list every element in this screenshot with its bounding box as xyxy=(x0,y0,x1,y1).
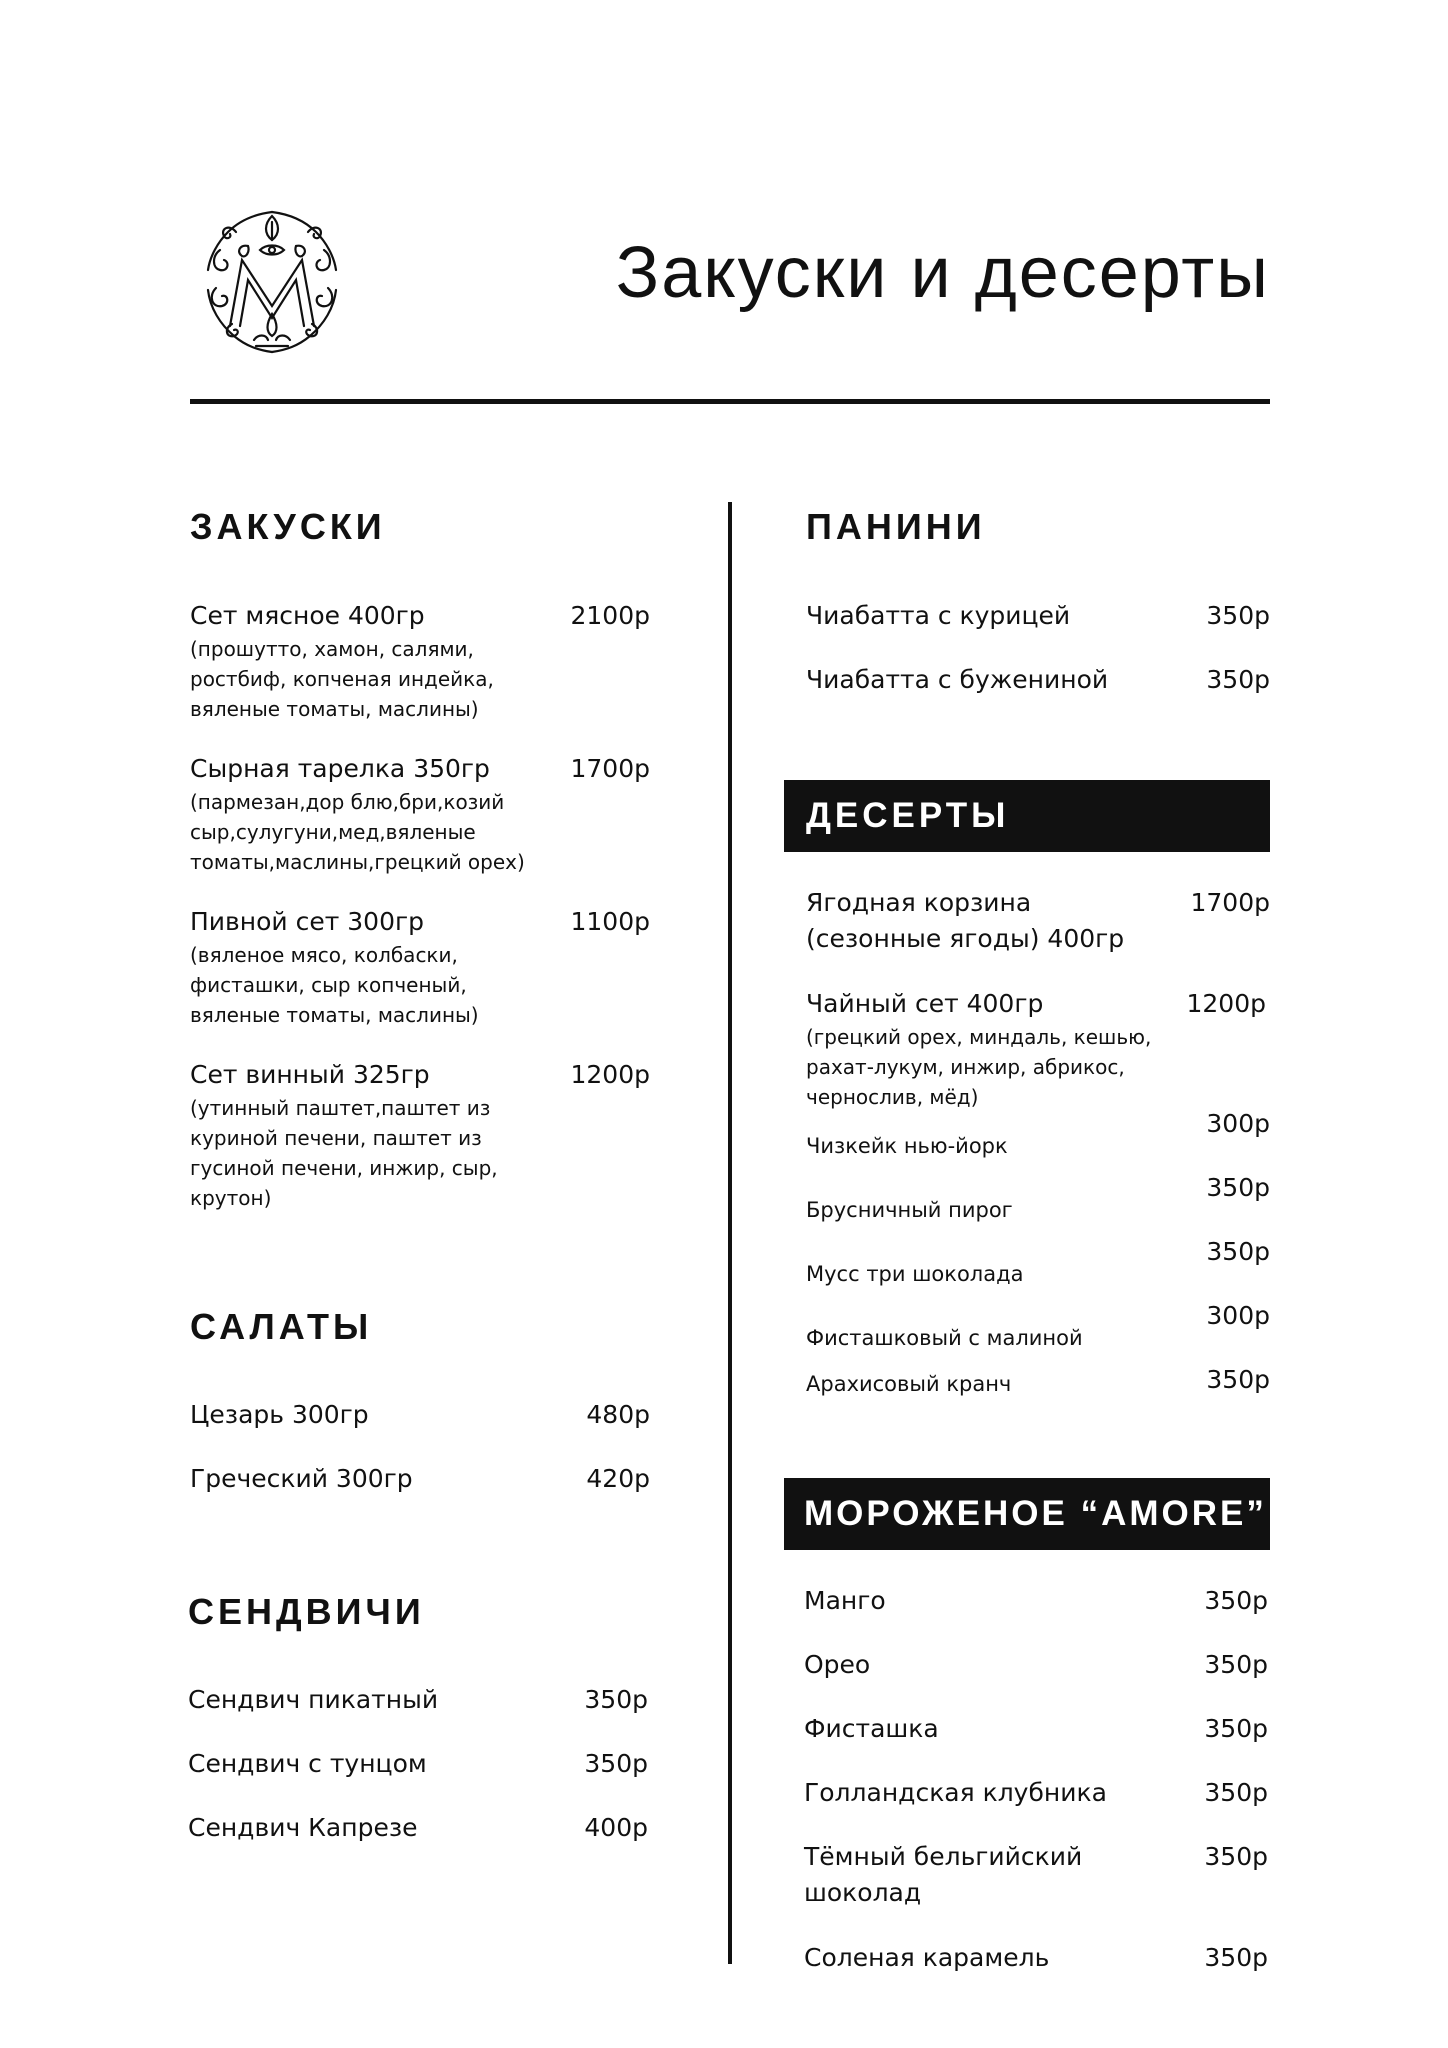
item-price: 350р xyxy=(1204,1842,1268,1871)
section-heading-zakuski: ЗАКУСКИ xyxy=(190,506,386,547)
item-name: Соленая карамель xyxy=(804,1943,1050,1972)
item-name: Орео xyxy=(804,1650,871,1679)
menu-item xyxy=(190,751,650,874)
item-description: (грецкий орех, миндаль, кешью, рахат-лукум, инжир, абрикос, чернослив, мёд) xyxy=(806,1025,1152,1109)
item-price: 350р xyxy=(1204,1714,1268,1743)
item-price: 350р xyxy=(1206,665,1270,694)
item-name: Цезарь 300гр xyxy=(190,1400,369,1429)
section-heading-sendvichi: СЕНДВИЧИ xyxy=(188,1591,425,1632)
menu-item xyxy=(806,1106,1270,1156)
section-heading-label: МОРОЖЕНОЕ “AMORE” xyxy=(804,1494,1267,1533)
item-name: Чайный сет 400гр xyxy=(806,989,1044,1018)
item-name: Сендвич Капрезе xyxy=(188,1813,418,1842)
item-price: 350р xyxy=(1204,1778,1268,1807)
item-name: Фисташка xyxy=(804,1714,939,1743)
item-name: Фисташковый с малиной xyxy=(806,1326,1083,1350)
item-price: 400р xyxy=(584,1813,648,1842)
menu-item xyxy=(806,885,1270,961)
menu-item xyxy=(188,1746,648,1786)
menu-item xyxy=(806,1234,1270,1284)
item-price: 300р xyxy=(1206,1109,1270,1138)
item-name: Сет винный 325гр xyxy=(190,1060,430,1089)
item-name: Манго xyxy=(804,1586,886,1615)
menu-item xyxy=(190,1057,650,1210)
item-name: Сендвич пикатный xyxy=(188,1685,439,1714)
header-divider xyxy=(190,399,1270,404)
menu-item xyxy=(804,1839,1268,1915)
item-description: (утинный паштет,паштет из куриной печени, паштет из гусиной печени, инжир, сыр, крутон) xyxy=(190,1096,498,1210)
item-name: Голландская клубника xyxy=(804,1778,1107,1807)
item-price: 350р xyxy=(1204,1586,1268,1615)
page-title: Закуски и десерты xyxy=(615,233,1270,313)
item-price: 1200р xyxy=(1186,989,1266,1018)
item-price: 350р xyxy=(1204,1943,1268,1972)
menu-item xyxy=(806,662,1270,702)
item-price: 350р xyxy=(1206,1237,1270,1266)
menu-item xyxy=(190,1461,650,1501)
menu-item xyxy=(806,1362,1270,1412)
menu-item xyxy=(804,1775,1268,1815)
section-heading-salaty: САЛАТЫ xyxy=(190,1306,373,1347)
item-description: (вяленое мясо, колбаски, фисташки, сыр копченый, вяленые томаты, маслины) xyxy=(190,943,479,1027)
menu-item xyxy=(806,1170,1270,1220)
item-name: Мусс три шоколада xyxy=(806,1262,1024,1286)
menu-item xyxy=(190,1397,650,1437)
menu-item xyxy=(804,1647,1268,1687)
item-name: Сендвич с тунцом xyxy=(188,1749,427,1778)
menu-item xyxy=(188,1682,648,1722)
item-name: Тёмный бельгийский шоколад xyxy=(804,1842,1083,1907)
item-price: 1700р xyxy=(570,754,650,783)
item-name: Чизкейк нью-йорк xyxy=(806,1134,1008,1158)
item-price: 1200р xyxy=(570,1060,650,1089)
item-name: Пивной сет 300гр xyxy=(190,907,424,936)
item-price: 2100р xyxy=(570,601,650,630)
menu-item xyxy=(804,1940,1268,1980)
item-price: 480р xyxy=(586,1400,650,1429)
item-name: Сет мясное 400гр xyxy=(190,601,425,630)
item-price: 350р xyxy=(1206,1365,1270,1394)
item-price: 1700р xyxy=(1190,888,1270,917)
menu-item xyxy=(806,598,1270,638)
item-name: Греческий 300гр xyxy=(190,1464,413,1493)
section-heading-morozhenoe xyxy=(784,1478,1270,1550)
item-name: Чиабатта с бужениной xyxy=(806,665,1109,694)
section-heading-label: ДЕСЕРТЫ xyxy=(806,796,1010,835)
item-price: 350р xyxy=(584,1685,648,1714)
menu-item xyxy=(806,1298,1270,1348)
item-price: 420р xyxy=(586,1464,650,1493)
item-name: Ягодная корзина (сезонные ягоды) 400гр xyxy=(806,888,1125,953)
menu-item xyxy=(806,986,1270,1109)
item-description: (пармезан,дор блю,бри,козий сыр,сулугуни,мед,вяленые томаты,маслины,грецкий орех) xyxy=(190,790,525,874)
item-name: Сырная тарелка 350гр xyxy=(190,754,490,783)
menu-item xyxy=(188,1810,648,1850)
menu-item xyxy=(804,1583,1268,1623)
item-price: 1100р xyxy=(570,907,650,936)
item-name: Чиабатта с курицей xyxy=(806,601,1071,630)
menu-item xyxy=(804,1711,1268,1751)
item-name: Арахисовый кранч xyxy=(806,1372,1012,1396)
item-price: 350р xyxy=(1204,1650,1268,1679)
section-heading-deserty xyxy=(784,780,1270,852)
item-price: 350р xyxy=(584,1749,648,1778)
column-divider xyxy=(728,502,732,1964)
section-heading-panini: ПАНИНИ xyxy=(806,506,986,547)
menu-item xyxy=(190,904,650,1027)
item-price: 350р xyxy=(1206,1173,1270,1202)
menu-item xyxy=(190,598,650,721)
item-name: Брусничный пирог xyxy=(806,1198,1013,1222)
ornamental-m-monogram-icon xyxy=(196,206,348,358)
item-price: 350р xyxy=(1206,601,1270,630)
item-description: (прошутто, хамон, салями, ростбиф, копченая индейка, вяленые томаты, маслины) xyxy=(190,637,494,721)
item-price: 300р xyxy=(1206,1301,1270,1330)
